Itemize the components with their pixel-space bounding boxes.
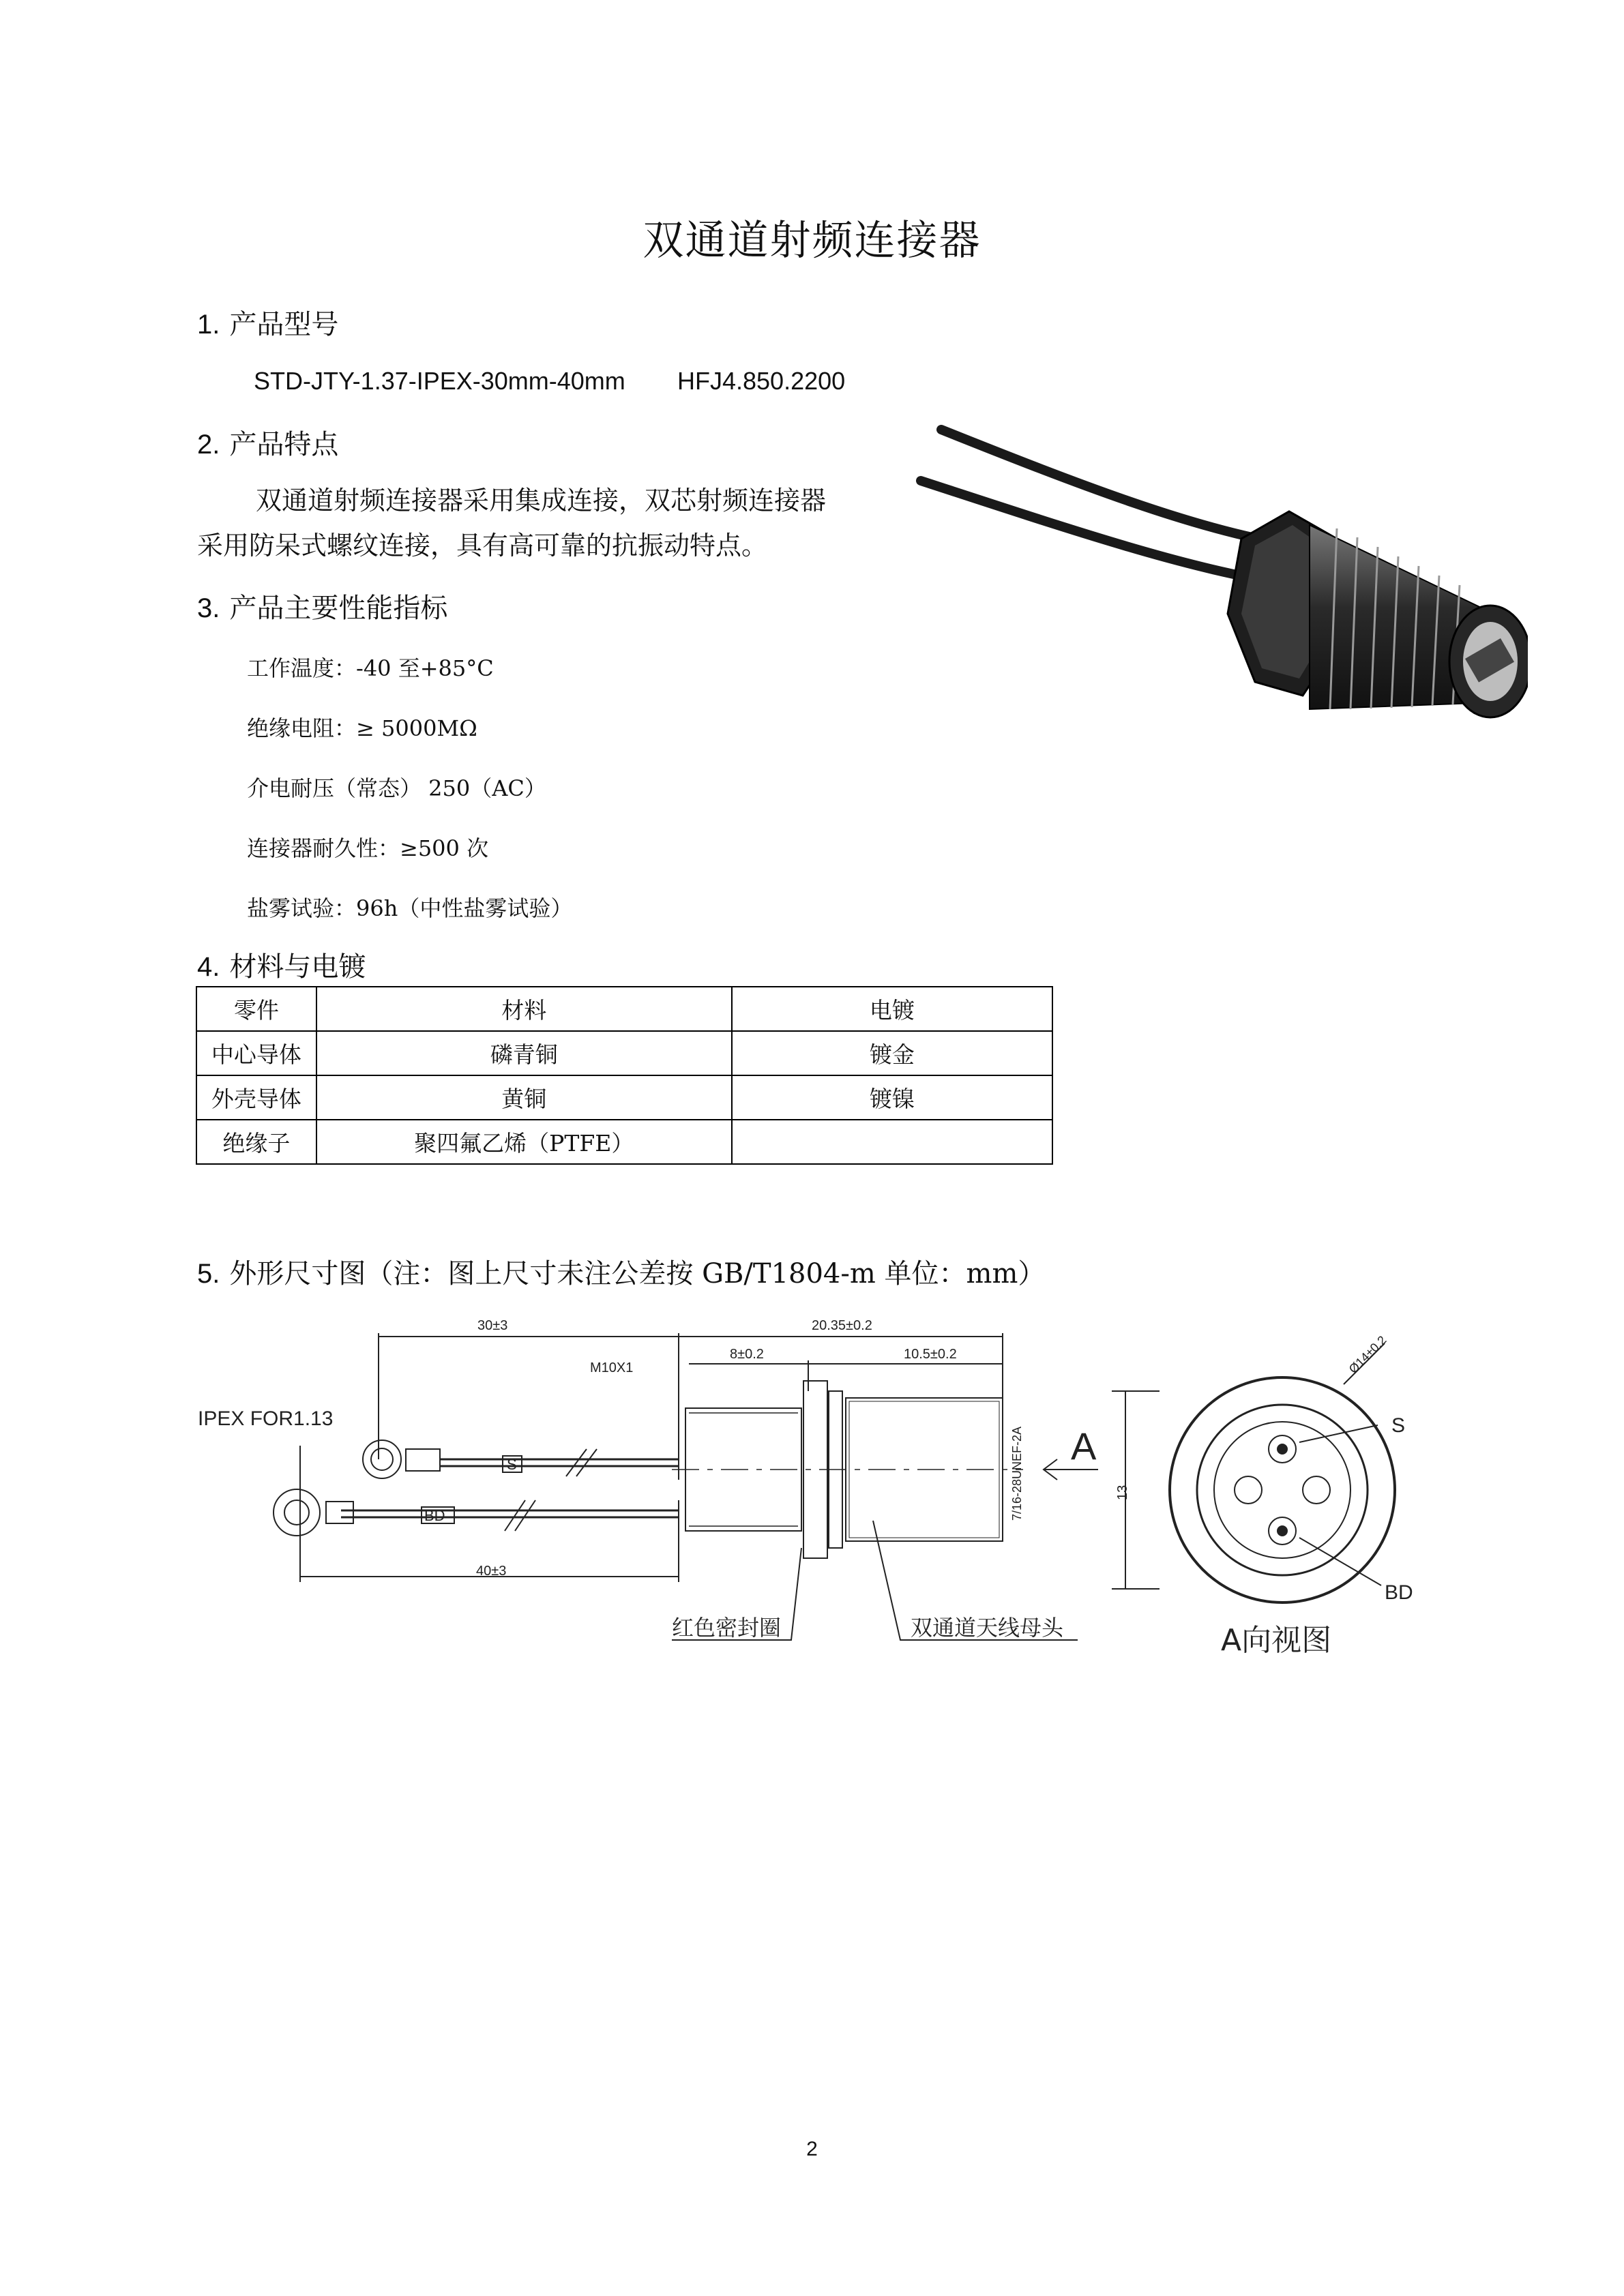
spec-temperature: 工作温度：-40 至+85°C <box>247 655 494 681</box>
section-number: 3. <box>197 593 220 623</box>
dimension-drawing <box>0 1296 1624 1705</box>
thread-unef-label: 7/16-28UNEF-2A <box>1010 1426 1024 1521</box>
section-title: 材料与电镀 <box>229 951 366 983</box>
dim-diameter-14: Ø14±0.2 <box>1346 1332 1389 1376</box>
table-cell <box>732 1120 1052 1164</box>
section-1-heading <box>197 303 338 342</box>
spec-dielectric: 介电耐压（常态） 250（AC） <box>247 775 546 801</box>
callout-seal-ring: 红色密封圈 <box>672 1615 782 1641</box>
view-caption: A向视图 <box>1221 1623 1332 1658</box>
section-title: 产品主要性能指标 <box>229 593 448 624</box>
materials-table <box>196 986 1053 1165</box>
table-row <box>196 1120 1052 1164</box>
table-cell: 绝缘子 <box>196 1120 316 1164</box>
section-title: 外形尺寸图（注：图上尺寸未注公差按 GB/T1804-m 单位：mm） <box>229 1258 1046 1289</box>
features-line-1: 双通道射频连接器采用集成连接，双芯射频连接器 <box>256 486 827 516</box>
section-3-heading <box>197 586 447 625</box>
dim-10-5: 10.5±0.2 <box>904 1347 957 1362</box>
section-4-heading <box>197 945 366 984</box>
table-cell: 中心导体 <box>196 1031 316 1075</box>
cable-label-s: S <box>507 1456 517 1473</box>
section-5-heading <box>197 1252 1045 1291</box>
view-letter-a: A <box>1071 1425 1097 1467</box>
table-cell: 外壳导体 <box>196 1075 316 1120</box>
table-cell: 黄铜 <box>316 1075 732 1120</box>
table-row <box>196 1075 1052 1120</box>
features-line-2: 采用防呆式螺纹连接，具有高可靠的抗振动特点。 <box>197 531 768 561</box>
section-title: 产品特点 <box>229 429 339 460</box>
cable-label-bd: BD <box>424 1507 445 1524</box>
table-cell: 聚四氟乙烯（PTFE） <box>316 1120 732 1164</box>
section-number: 1. <box>197 310 220 340</box>
callout-dual-socket: 双通道天线母头 <box>911 1615 1064 1641</box>
dim-cable-s-length: 30±3 <box>477 1318 508 1333</box>
model-part-number: STD-JTY-1.37-IPEX-30mm-40mm <box>254 367 625 395</box>
view-label-s: S <box>1391 1414 1406 1437</box>
threaded-body <box>1310 525 1528 717</box>
section-2-heading <box>197 423 338 462</box>
dim-thread-m10: M10X1 <box>590 1360 634 1375</box>
dim-cable-bd-length: 40±3 <box>476 1564 507 1579</box>
dim-8: 8±0.2 <box>730 1347 764 1362</box>
dim-13: 13 <box>1115 1485 1130 1500</box>
table-header-row <box>196 987 1052 1031</box>
spec-durability: 连接器耐久性：≥500 次 <box>247 835 489 861</box>
page-number: 2 <box>806 2138 818 2160</box>
document-title: 双通道射频连接器 <box>643 218 981 263</box>
ipex-label: IPEX FOR1.13 <box>198 1407 334 1430</box>
dim-overall-length: 20.35±0.2 <box>812 1318 872 1333</box>
header-cell-plating: 电镀 <box>732 987 1052 1031</box>
view-label-bd: BD <box>1385 1581 1413 1604</box>
table-row <box>196 1031 1052 1075</box>
spec-insulation: 绝缘电阻：≥ 5000MΩ <box>247 715 477 741</box>
spec-salt-spray: 盐雾试验：96h（中性盐雾试验） <box>247 895 573 921</box>
model-code: HFJ4.850.2200 <box>677 367 846 395</box>
section-number: 2. <box>197 430 220 460</box>
table-cell: 镀金 <box>732 1031 1052 1075</box>
connector-photo <box>900 409 1528 764</box>
header-cell-material: 材料 <box>316 987 732 1031</box>
section-number: 4. <box>197 952 220 982</box>
table-cell: 镀镍 <box>732 1075 1052 1120</box>
section-number: 5. <box>197 1259 220 1289</box>
table-cell: 磷青铜 <box>316 1031 732 1075</box>
section-title: 产品型号 <box>229 309 339 340</box>
header-cell-part: 零件 <box>196 987 316 1031</box>
